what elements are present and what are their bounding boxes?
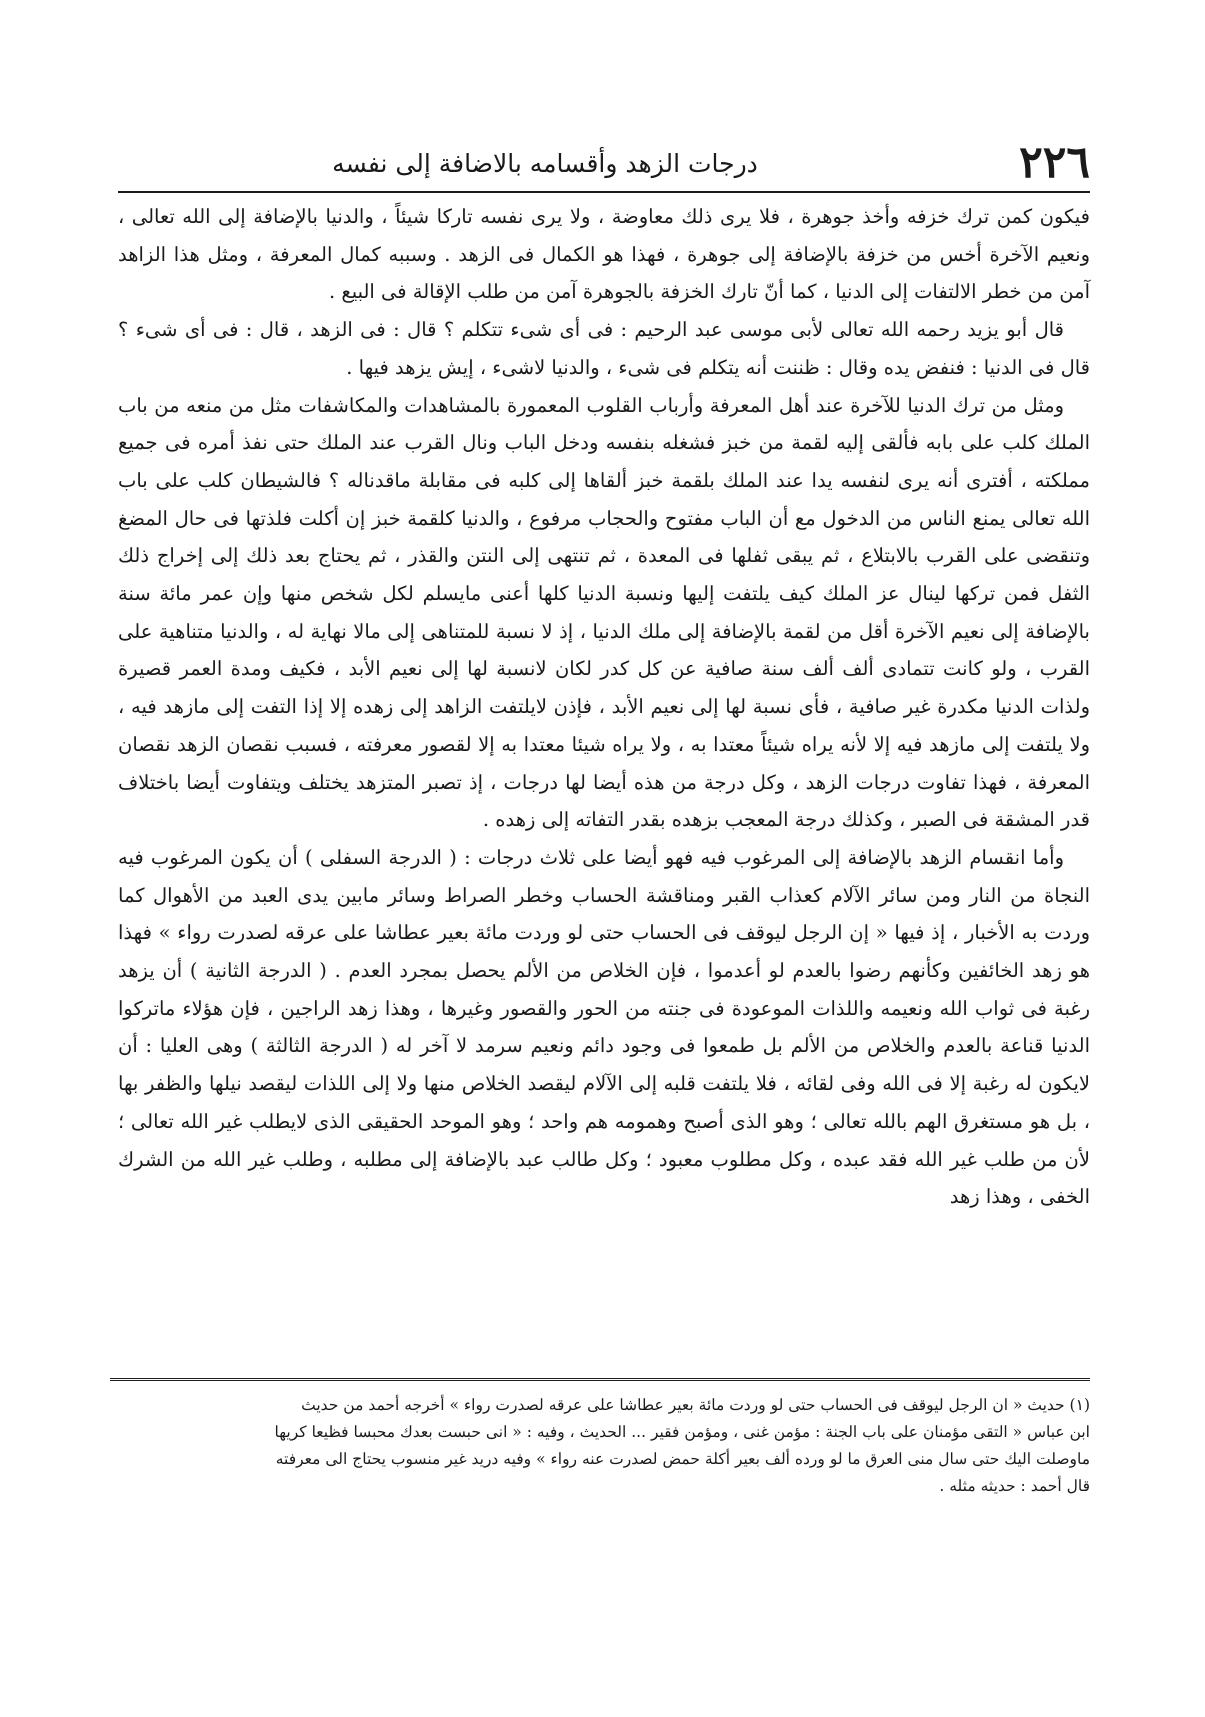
paragraph: فيكون كمن ترك خزفه وأخذ جوهرة ، فلا يرى ذلك معاوضة ، ولا يرى نفسه تاركا شيئاً ، والدنيا بالإضافة إلى الله تعالى ، ونعيم الآخرة أخس من خزفة بالإضافة إلى جوهرة ، فهذا هو الكمال فى الزهد . وسببه كمال المعرفة ، ومثل هذا الزاهد آمن من خطر الالتفات إلى الدنيا ، كما أنّ تارك الخزفة بالجوهرة آمن من طلب الإقالة فى البيع . bbox=[118, 205, 1090, 304]
page-number: ٢٢٦ bbox=[1019, 137, 1090, 188]
running-title: درجات الزهد وأقسامه بالاضافة إلى نفسه bbox=[332, 149, 758, 178]
page-header bbox=[120, 138, 1090, 188]
footnote-rule bbox=[110, 1378, 1090, 1381]
main-text bbox=[118, 198, 1090, 1216]
footnotes bbox=[118, 1392, 1090, 1500]
paragraph: قال أبو يزيد رحمه الله تعالى لأبى موسى عبد الرحيم : فى أى شىء تتكلم ؟ قال : فى الزهد ، قال : فى أى شىء ؟ قال فى الدنيا : فنفض يده وقال : ظننت أنه يتكلم فى شىء ، والدنيا لاشىء ، إيش يزهد فيها . bbox=[118, 318, 1090, 379]
paragraph-text: وأما انقسام الزهد بالإضافة إلى المرغوب فيه فهو أيضا على ثلاث درجات : ( الدرجة السفلى ) أن يكون المرغوب فيه النجاة من النار ومن سائر الآلام كعذاب القبر ومناقشة الحساب وخطر الصراط وسائر مابين يدى العبد من الأهوال كما وردت به الأخبار ، إذ فيها « إن الرجل ليوقف فى الحساب حتى لو وردت مائة بعير عطاشا على عرقه لصدرت رواء » فهذا هو زهد الخائفين وكأنهم رضوا بالعدم لو أعدموا ، فإن الخلاص من الألم يحصل بمجرد العدم . ( الدرجة الثانية ) أن يزهد رغبة فى ثواب الله ونعيمه واللذات الموعودة فى جنته من الحور والقصور وغيرها ، وهذا زهد الراجين ، فإن هؤلاء ماتركوا الدنيا قناعة بالعدم والخلاص من الألم بل طمعوا فى وجود دائم ونعيم سرمد لا آخر له ( الدرجة الثالثة ) وهى العليا : أن لايكون له رغبة إلا فى الله وفى لقائه ، فلا يلتفت قلبه إلى الآلام ليقصد الخلاص منها ولا إلى اللذات ليقصد نيلها والظفر بها ، بل هو مستغرق الهم بالله تعالى ؛ وهو الذى أصبح وهمومه هم واحد ؛ وهو الموحد الحقيقى الذى لايطلب غير الله تعالى ؛ لأن من طلب غير الله فقد عبده ، وكل مطلوب معبود ؛ وكل طالب عبد بالإضافة إلى مطلبه ، وطلب غير الله من الشرك الخفى ، وهذا زهد bbox=[118, 845, 1090, 1209]
header-rule bbox=[118, 191, 1090, 193]
footnote-line: ماوصلت اليك حتى سال منى العرق ما لو ورده ألف بعير أكلة حمض لصدرت عنه رواء » وفيه دريد غير منسوب يحتاج الى معرفته bbox=[275, 1450, 1090, 1468]
paragraph: ومثل من ترك الدنيا للآخرة عند أهل المعرفة وأرباب القلوب المعمورة بالمشاهدات والمكاشفات مثل من منعه من باب الملك كلب على بابه فألقى إليه لقمة من خبز فشغله بنفسه ودخل الباب ونال القرب عند الملك حتى نفذ أمره فى جميع مملكته ، أفترى أنه يرى لنفسه يدا عند الملك بلقمة خبز ألقاها إلى كلبه فى مقابلة ماقدناله ؟ فالشيطان كلب على باب الله تعالى يمنع الناس من الدخول مع أن الباب مفتوح والحجاب مرفوع ، والدنيا كلقمة خبز إن أكلت فلذتها فى حال المضغ وتنقضى على القرب بالابتلاع ، ثم يبقى ثفلها فى المعدة ، ثم تنتهى إلى النتن والقذر ، ثم يحتاج بعد ذلك إلى إخراج ذلك الثفل فمن تركها لينال عز الملك كيف يلتفت إليها ونسبة الدنيا كلها أعنى مايسلم لكل شخص منها وإن عمر مائة سنة بالإضافة إلى نعيم الآخرة أقل من لقمة بالإضافة إلى ملك الدنيا ، إذ لا نسبة للمتناهى إلى مالا نهاية له ، والدنيا متناهية على القرب ، ولو كانت تتمادى ألف ألف سنة صافية عن كل كدر لكان لانسبة لها إلى نعيم الأبد ، فكيف ومدة العمر قصيرة ولذات الدنيا مكدرة غير صافية ، فأى نسبة لها إلى نعيم الأبد ، فإذن لايلتفت الزاهد إلى زهده إلا إذا التفت إلى مازهد فيه ، ولا يلتفت إلى مازهد فيه إلا لأنه يراه شيئاً معتدا به ، ولا يراه شيئا معتدا به إلا لقصور معرفته ، فسبب نقصان الزهد نقصان المعرفة ، فهذا تفاوت درجات الزهد ، وكل درجة من هذه أيضا لها درجات ، إذ تصبر المتزهد يختلف ويتفاوت أيضا باختلاف قدر المشقة فى الصبر ، وكذلك درجة المعجب بزهده بقدر التفاته إلى زهده . bbox=[118, 393, 1090, 832]
footnote-line: (١) حديث « ان الرجل ليوقف فى الحساب حتى لو وردت مائة بعير عطاشا على عرقه لصدرت رواء » أخرجه أحمد من حديث bbox=[301, 1396, 1090, 1414]
paragraph bbox=[118, 839, 1090, 1216]
footnote-line: ابن عباس « التقى مؤمنان على باب الجنة : مؤمن غنى ، ومؤمن فقير ... الحديث ، وفيه : « انى حبست بعدك محبسا فظيعا كريها bbox=[274, 1423, 1090, 1441]
footnote-line: قال أحمد : حديثه مثله . bbox=[939, 1477, 1090, 1495]
